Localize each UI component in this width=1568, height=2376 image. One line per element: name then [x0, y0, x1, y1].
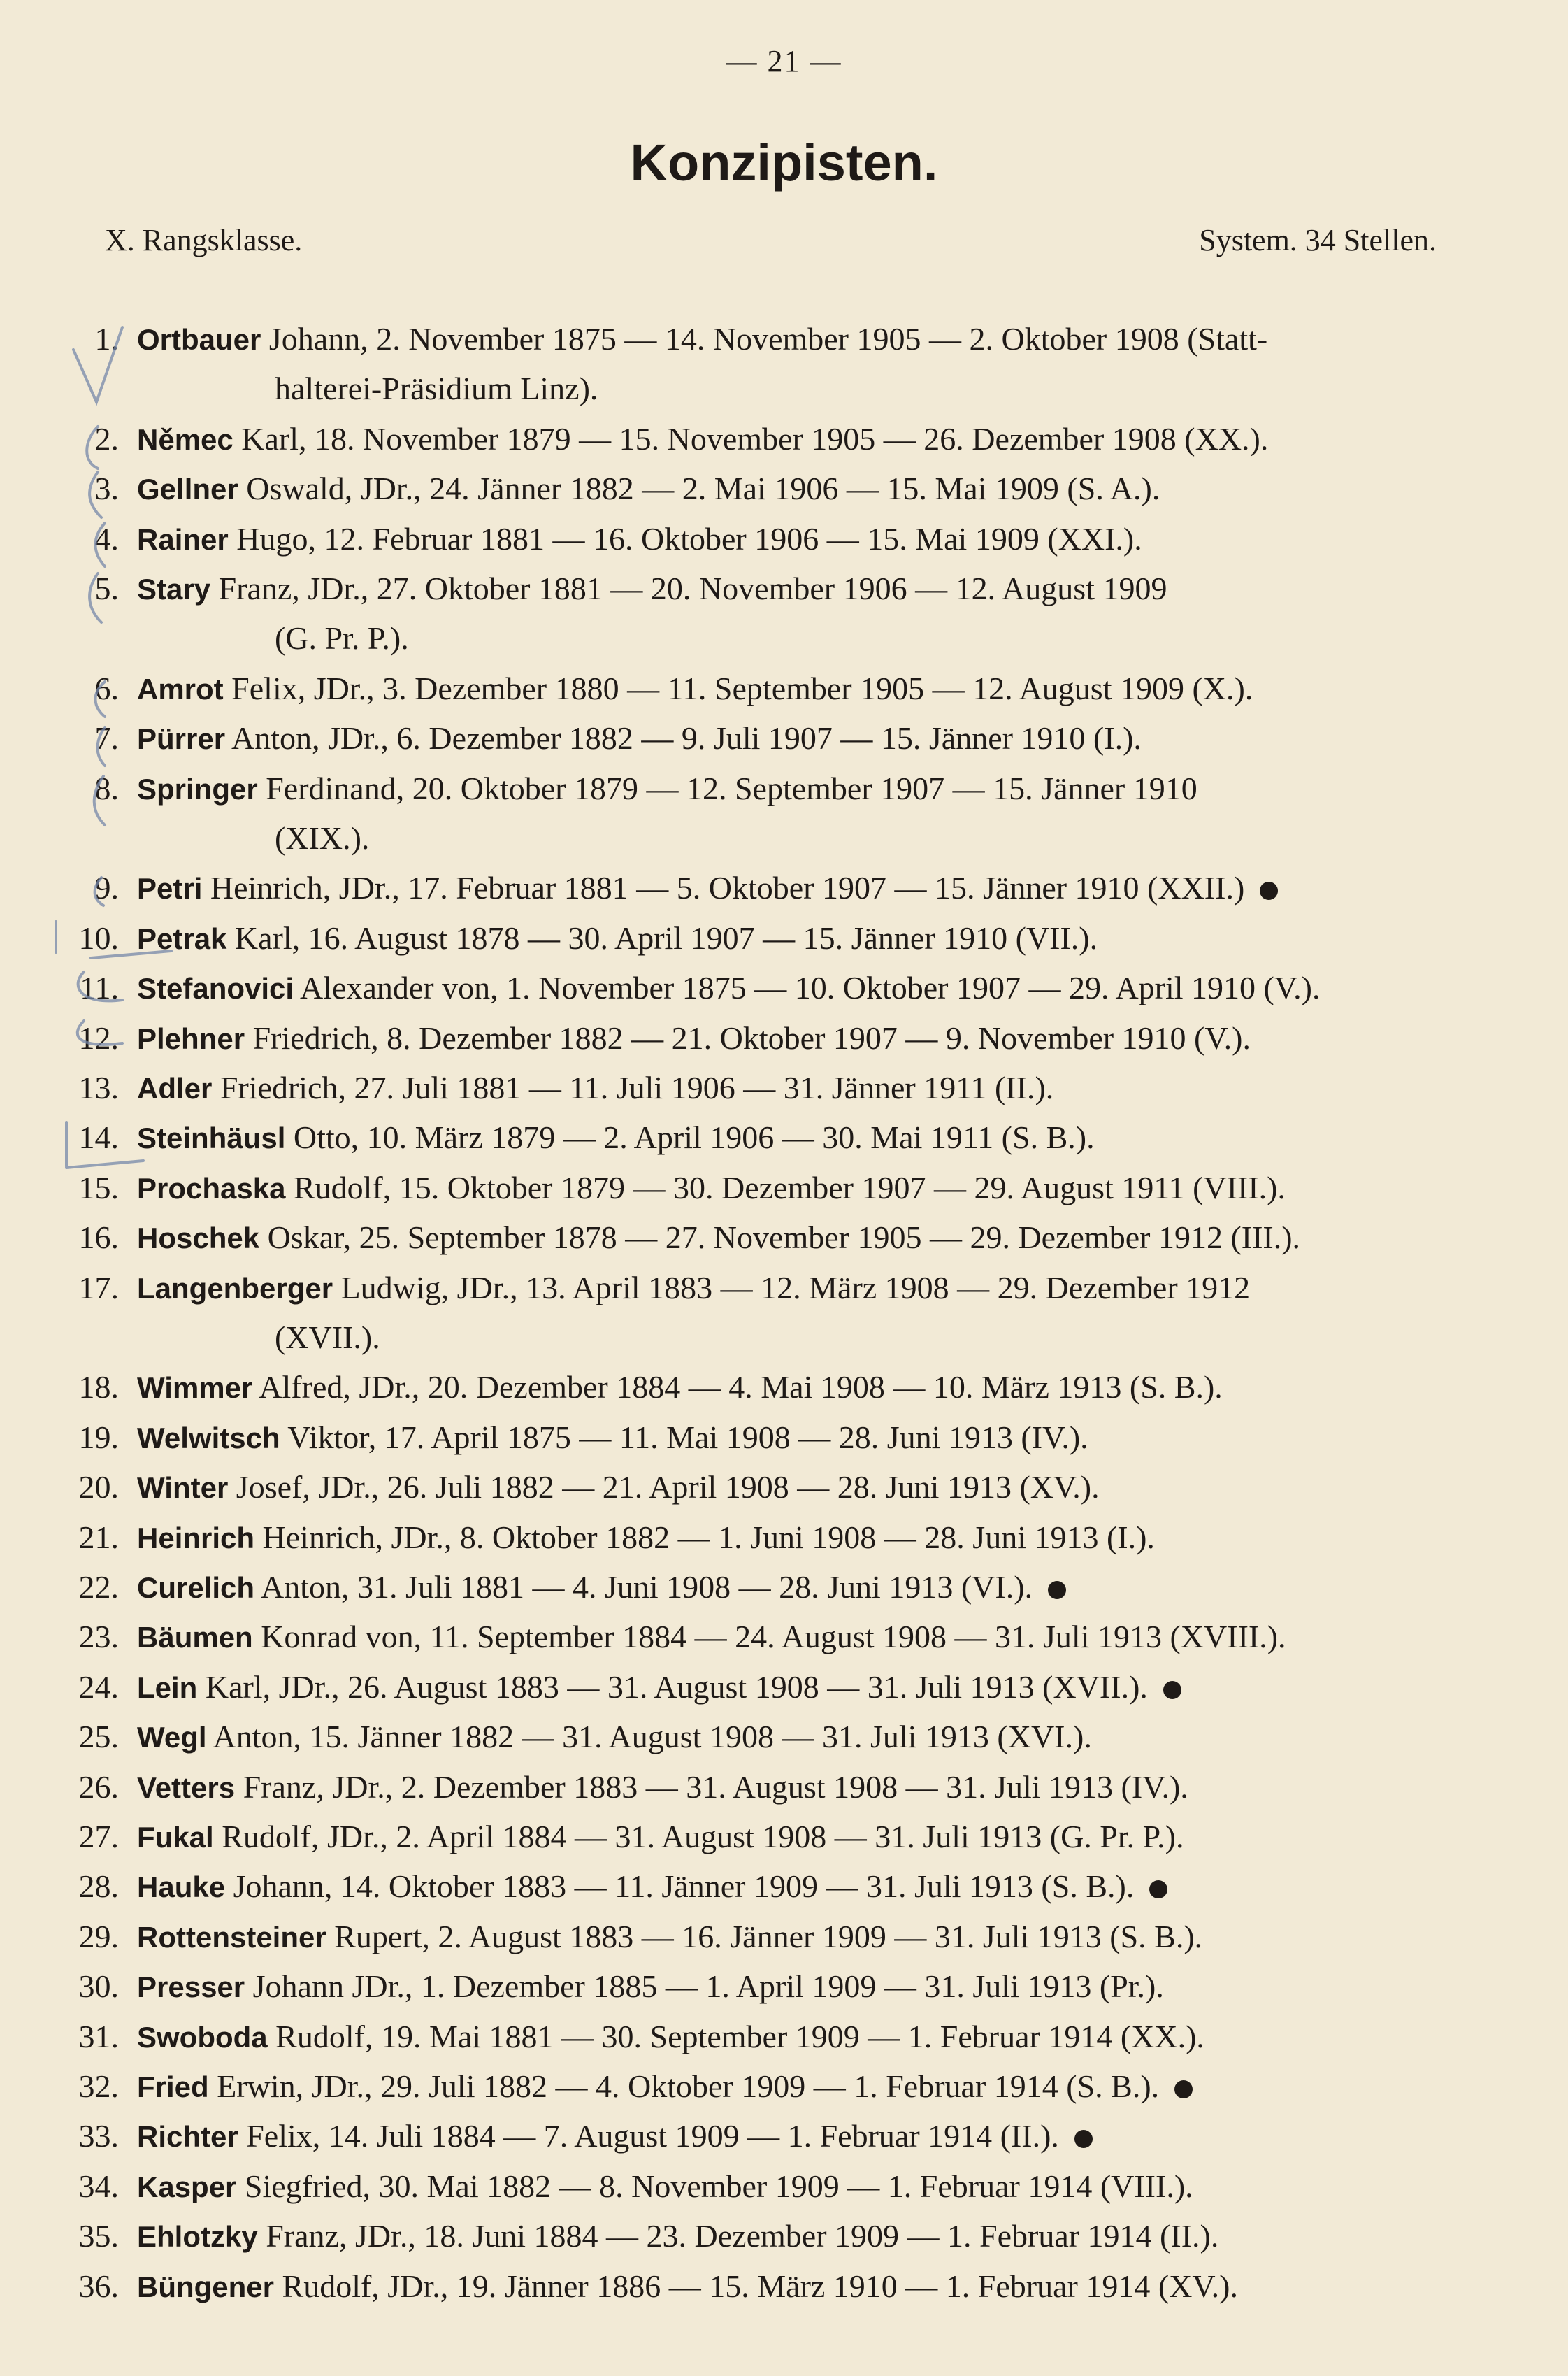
list-item: [0, 1766, 1568, 1808]
entry-number: 24.: [78, 1669, 119, 1705]
entry-surname: Presser: [137, 1970, 245, 2003]
entry-continuation: (XIX.).: [275, 820, 370, 856]
entry-surname: Welwitsch: [137, 1422, 280, 1454]
entry-details: Otto, 10. März 1879 — 2. April 1906 — 30. Mai 1911 (S. B.).: [285, 1119, 1095, 1155]
entry-details: Viktor, 17. April 1875 — 11. Mai 1908 — 28. Juni 1913 (IV.).: [280, 1419, 1088, 1455]
bullet-dot-icon: [1048, 1581, 1066, 1599]
entry-number: 21.: [78, 1519, 119, 1555]
list-item: [0, 1017, 1568, 1059]
entry-details: Karl, 18. November 1879 — 15. November 1905 — 26. Dezember 1908 (XX.).: [233, 421, 1269, 457]
list-item: [0, 1716, 1568, 1758]
entry-text: [137, 2266, 1238, 2308]
entry-number: 29.: [78, 1919, 119, 1954]
entry-number: 30.: [78, 1968, 119, 2004]
list-item: [0, 917, 1568, 959]
entry-text: [137, 518, 1142, 561]
entry-surname: Stary: [137, 573, 211, 606]
entry-surname: Hauke: [137, 1870, 226, 1903]
entry-surname: Plehner: [137, 1022, 245, 1055]
entry-number: 27.: [78, 1819, 119, 1854]
entry-surname: Pürrer: [137, 722, 226, 755]
list-item: [0, 867, 1568, 909]
entry-number: 8.: [94, 771, 119, 806]
entry-details: Ferdinand, 20. Oktober 1879 — 12. September 1907 — 15. Jänner 1910: [257, 771, 1197, 806]
bullet-dot-icon: [1260, 882, 1278, 900]
list-item: [0, 1517, 1568, 1559]
entry-text: [137, 768, 1197, 810]
entry-details: Rudolf, JDr., 2. April 1884 — 31. August 1908 — 31. Juli 1913 (G. Pr. P.).: [213, 1819, 1184, 1854]
entry-surname: Ortbauer: [137, 323, 261, 356]
entry-surname: Winter: [137, 1471, 229, 1504]
entry-number: 3.: [94, 471, 119, 506]
entry-number: 31.: [78, 2019, 119, 2054]
entry-text: [137, 1816, 1184, 1859]
entry-text: [137, 1716, 1092, 1759]
entry-surname: Heinrich: [137, 1522, 255, 1554]
entry-surname: Kasper: [137, 2170, 237, 2203]
list-item: [0, 418, 1568, 460]
entry-text: [137, 568, 1167, 610]
entry-surname: Prochaska: [137, 1172, 286, 1205]
entry-surname: Lein: [137, 1671, 198, 1704]
entry-number: 23.: [78, 1619, 119, 1654]
entry-details: Felix, JDr., 3. Dezember 1880 — 11. September 1905 — 12. August 1909 (X.).: [223, 671, 1253, 706]
list-item: [0, 1067, 1568, 1109]
entry-continuation: (XVII.).: [275, 1319, 380, 1355]
list-item-continuation: [0, 817, 1568, 859]
entry-number: 16.: [78, 1219, 119, 1255]
entry-surname: Springer: [137, 773, 258, 806]
entry-details: Oskar, 25. September 1878 — 27. November 1905 — 29. Dezember 1912 (III.).: [259, 1219, 1301, 1255]
list-item-continuation: [0, 617, 1568, 659]
entry-number: 1.: [94, 321, 119, 357]
entry-surname: Rottensteiner: [137, 1921, 326, 1954]
list-item: [0, 1866, 1568, 1908]
entry-text: [137, 1017, 1251, 1060]
entry-details: Anton, 31. Juli 1881 — 4. Juni 1908 — 28. Juni 1913 (VI.).: [254, 1569, 1033, 1605]
list-item: [0, 1566, 1568, 1608]
list-item: [0, 518, 1568, 560]
entry-text: [137, 318, 1267, 361]
list-item: [0, 1466, 1568, 1508]
entry-number: 22.: [78, 1569, 119, 1605]
entry-number: 28.: [78, 1868, 119, 1904]
entry-text: [137, 1067, 1053, 1110]
entry-surname: Langenberger: [137, 1272, 333, 1305]
entry-text: [137, 1916, 1202, 1959]
entry-surname: Adler: [137, 1072, 213, 1105]
entry-number: 20.: [78, 1469, 119, 1505]
entry-number: 6.: [94, 671, 119, 706]
entry-surname: Wegl: [137, 1721, 207, 1754]
entry-surname: Němec: [137, 423, 233, 456]
entry-text: [137, 1766, 1188, 1809]
list-item: [0, 1417, 1568, 1459]
entry-details: Rudolf, 19. Mai 1881 — 30. September 1909 — 1. Februar 1914 (XX.).: [267, 2019, 1204, 2054]
entry-surname: Steinhäusl: [137, 1122, 286, 1154]
entry-number: 10.: [78, 920, 119, 956]
entry-details: Rupert, 2. August 1883 — 16. Jänner 1909 — 31. Juli 1913 (S. B.).: [326, 1919, 1203, 1954]
entry-number: 13.: [78, 1070, 119, 1105]
entry-text: [137, 1417, 1088, 1459]
entry-surname: Fried: [137, 2070, 209, 2103]
entry-number: 25.: [78, 1719, 119, 1754]
entry-number: 32.: [78, 2068, 119, 2104]
entry-details: Heinrich, JDr., 8. Oktober 1882 — 1. Juni 1908 — 28. Juni 1913 (I.).: [254, 1519, 1155, 1555]
list-item: [0, 468, 1568, 510]
entry-text: [137, 1267, 1250, 1310]
entry-surname: Petrak: [137, 922, 227, 955]
entry-number: 34.: [78, 2168, 119, 2204]
list-item: [0, 1117, 1568, 1159]
entry-number: 11.: [80, 970, 119, 1005]
list-item: [0, 318, 1568, 360]
entry-surname: Fukal: [137, 1821, 214, 1854]
entry-surname: Hoschek: [137, 1222, 260, 1254]
entry-details: Josef, JDr., 26. Juli 1882 — 21. April 1908 — 28. Juni 1913 (XV.).: [228, 1469, 1100, 1505]
entry-details: Oswald, JDr., 24. Jänner 1882 — 2. Mai 1906 — 15. Mai 1909 (S. A.).: [238, 471, 1160, 506]
entry-number: 35.: [78, 2218, 119, 2254]
entry-number: 19.: [78, 1419, 119, 1455]
entry-surname: Swoboda: [137, 2021, 268, 2054]
entry-number: 7.: [94, 720, 119, 756]
entry-details: Siegfried, 30. Mai 1882 — 8. November 1909 — 1. Februar 1914 (VIII.).: [236, 2168, 1193, 2204]
entry-surname: Stefanovici: [137, 972, 294, 1005]
list-item: [0, 1916, 1568, 1958]
entry-number: 17.: [78, 1270, 119, 1305]
entry-text: [137, 1466, 1100, 1509]
list-item: [0, 2016, 1568, 2058]
entry-continuation: (G. Pr. P.).: [275, 620, 409, 656]
bullet-dot-icon: [1074, 2130, 1093, 2148]
bullet-dot-icon: [1163, 1681, 1181, 1699]
list-item: [0, 1217, 1568, 1259]
entry-details: Franz, JDr., 27. Oktober 1881 — 20. November 1906 — 12. August 1909: [210, 571, 1167, 606]
list-item-continuation: [0, 1317, 1568, 1359]
entry-details: Anton, JDr., 6. Dezember 1882 — 9. Juli 1907 — 15. Jänner 1910 (I.).: [225, 720, 1142, 756]
bullet-dot-icon: [1149, 1880, 1167, 1898]
entry-number: 26.: [78, 1769, 119, 1805]
entry-text: [137, 717, 1142, 760]
entry-text: [137, 1517, 1155, 1559]
entry-details: Ludwig, JDr., 13. April 1883 — 12. März 1908 — 29. Dezember 1912: [333, 1270, 1251, 1305]
list-item: [0, 967, 1568, 1009]
list-item: [0, 1816, 1568, 1858]
entry-details: Alfred, JDr., 20. Dezember 1884 — 4. Mai 1908 — 10. März 1913 (S. B.).: [252, 1369, 1223, 1405]
bullet-dot-icon: [1174, 2080, 1193, 2098]
entry-details: Anton, 15. Jänner 1882 — 31. August 1908 — 31. Juli 1913 (XVI.).: [206, 1719, 1092, 1754]
entry-details: Konrad von, 11. September 1884 — 24. August 1908 — 31. Juli 1913 (XVIII.).: [252, 1619, 1286, 1654]
entry-text: [137, 1366, 1223, 1409]
entry-details: Franz, JDr., 18. Juni 1884 — 23. Dezember 1909 — 1. Februar 1914 (II.).: [257, 2218, 1219, 2254]
list-item: [0, 1267, 1568, 1309]
entry-number: 18.: [78, 1369, 119, 1405]
list-item: [0, 1366, 1568, 1408]
entry-surname: Vetters: [137, 1771, 236, 1804]
entry-text: [137, 1566, 1066, 1609]
entry-text: [137, 1966, 1164, 2008]
entry-details: Karl, 16. August 1878 — 30. April 1907 — 15. Jänner 1910 (VII.).: [226, 920, 1098, 956]
entry-surname: Büngener: [137, 2270, 275, 2303]
entry-details: Hugo, 12. Februar 1881 — 16. Oktober 1906 — 15. Mai 1909 (XXI.).: [228, 521, 1142, 557]
entry-text: [137, 2166, 1193, 2208]
entry-continuation: halterei-Präsidium Linz).: [275, 371, 598, 406]
entry-text: [137, 2016, 1204, 2059]
entry-number: 9.: [94, 870, 119, 906]
list-item: [0, 1167, 1568, 1209]
list-item: [0, 668, 1568, 710]
entry-text: [137, 418, 1268, 461]
entry-details: Felix, 14. Juli 1884 — 7. August 1909 — 1. Februar 1914 (II.).: [238, 2118, 1059, 2154]
list-item: [0, 1966, 1568, 2008]
entry-surname: Rainer: [137, 523, 229, 556]
entry-surname: Curelich: [137, 1571, 255, 1604]
entry-number: 15.: [78, 1170, 119, 1205]
entry-surname: Amrot: [137, 673, 224, 706]
entry-details: Johann, 2. November 1875 — 14. November 1905 — 2. Oktober 1908 (Statt-: [261, 321, 1268, 357]
entry-number: 2.: [94, 421, 119, 457]
entry-text: [137, 867, 1278, 910]
list-item: [0, 768, 1568, 810]
entry-details: Karl, JDr., 26. August 1883 — 31. August 1908 — 31. Juli 1913 (XVII.).: [197, 1669, 1148, 1705]
entry-details: Heinrich, JDr., 17. Februar 1881 — 5. Oktober 1907 — 15. Jänner 1910 (XXII.): [202, 870, 1245, 906]
entry-number: 5.: [94, 571, 119, 606]
entry-surname: Richter: [137, 2120, 238, 2153]
entry-details: Rudolf, 15. Oktober 1879 — 30. Dezember 1907 — 29. August 1911 (VIII.).: [285, 1170, 1286, 1205]
entry-surname: Wimmer: [137, 1371, 253, 1404]
list-item: [0, 2215, 1568, 2257]
entry-number: 33.: [78, 2118, 119, 2154]
entry-text: [137, 917, 1098, 960]
page-number: — 21 —: [726, 44, 842, 78]
entry-details: Alexander von, 1. November 1875 — 10. Oktober 1907 — 29. April 1910 (V.).: [294, 970, 1321, 1005]
entry-text: [137, 1866, 1167, 1908]
list-item: [0, 1666, 1568, 1708]
list-item: [0, 2066, 1568, 2107]
entry-surname: Gellner: [137, 473, 238, 506]
list-item-continuation: [0, 368, 1568, 410]
entry-details: Erwin, JDr., 29. Juli 1882 — 4. Oktober 1909 — 1. Februar 1914 (S. B.).: [208, 2068, 1160, 2104]
list-item: [0, 2266, 1568, 2307]
page-title: Konzipisten.: [630, 134, 938, 192]
entry-details: Rudolf, JDr., 19. Jänner 1886 — 15. März 1910 — 1. Februar 1914 (XV.).: [274, 2268, 1239, 2304]
entry-text: [137, 1167, 1286, 1210]
list-item: [0, 2115, 1568, 2157]
list-item: [0, 2166, 1568, 2207]
entry-details: Johann, 14. Oktober 1883 — 11. Jänner 1909 — 31. Juli 1913 (S. B.).: [225, 1868, 1135, 1904]
entry-text: [137, 668, 1253, 710]
entry-surname: Bäumen: [137, 1621, 253, 1654]
entry-text: [137, 1616, 1286, 1659]
entry-number: 14.: [78, 1119, 119, 1155]
rank-class-label: X. Rangsklasse.: [105, 223, 303, 257]
entry-text: [137, 967, 1320, 1010]
entry-text: [137, 2115, 1093, 2158]
entry-details: Franz, JDr., 2. Dezember 1883 — 31. August 1908 — 31. Juli 1913 (IV.).: [235, 1769, 1188, 1805]
entry-number: 4.: [94, 521, 119, 557]
entry-details: Friedrich, 8. Dezember 1882 — 21. Oktober 1907 — 9. November 1910 (V.).: [245, 1020, 1251, 1056]
entry-text: [137, 1217, 1300, 1259]
entry-text: [137, 1666, 1181, 1709]
list-item: [0, 717, 1568, 759]
entry-text: [137, 1117, 1095, 1159]
entry-number: 12.: [78, 1020, 119, 1056]
positions-label: System. 34 Stellen.: [1199, 223, 1437, 257]
entry-details: Johann JDr., 1. Dezember 1885 — 1. April 1909 — 31. Juli 1913 (Pr.).: [245, 1968, 1164, 2004]
entry-number: 36.: [78, 2268, 119, 2304]
list-item: [0, 568, 1568, 610]
entry-details: Friedrich, 27. Juli 1881 — 11. Juli 1906 — 31. Jänner 1911 (II.).: [212, 1070, 1054, 1105]
entry-surname: Ehlotzky: [137, 2220, 258, 2253]
entry-surname: Petri: [137, 872, 203, 905]
entry-text: [137, 2066, 1193, 2108]
list-item: [0, 1616, 1568, 1658]
entry-text: [137, 2215, 1218, 2258]
entry-text: [137, 468, 1160, 510]
